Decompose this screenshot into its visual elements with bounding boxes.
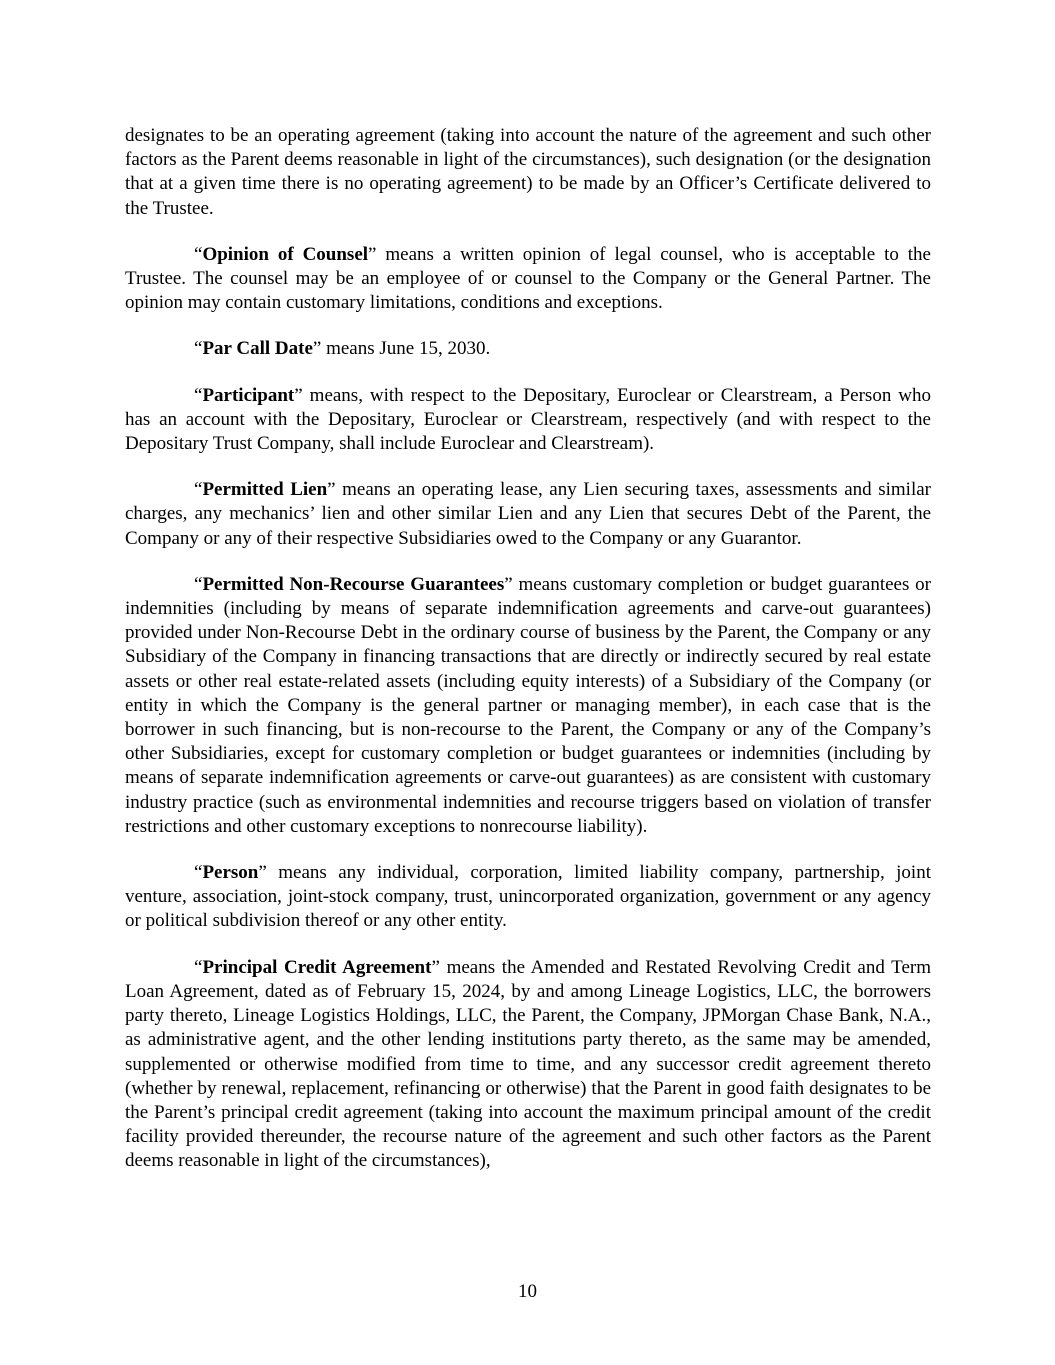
close-quote: ” xyxy=(258,862,267,884)
open-quote: “ xyxy=(194,573,203,595)
definition-text: means the Amended and Restated Revolving Credit and Term Loan Agreement, dated as of February 15, 2024, by and among Lineage Logistics, LLC, the borrowers party thereto, Lineage Logistics Holdings, LLC, the Parent, the Company, JPMorgan Chase Bank, N.A., as administrative agent, and the other lending institutions party thereto, as the same may be amended, supplemented or otherwise modified from time to time, and any successor credit agreement thereto (whether by renewal, replacement, refinancing or otherwise) that the Parent in good faith designates to be the Parent’s principal credit agreement (taking into account the maximum principal amount of the credit facility provided thereunder, the recourse nature of the agreement and such other factors as the Parent deems reasonable in light of the circumstances), xyxy=(125,956,931,1172)
open-quote: “ xyxy=(194,243,203,265)
close-quote: ” xyxy=(431,956,440,978)
definition-text: means an operating lease, any Lien securing taxes, assessments and similar charges, any mechanics’ lien and other similar Lien and any Lien that secures Debt of the Parent, the Company or any of their respective Subsidiaries owed to the Company or any Guarantor. xyxy=(125,479,931,549)
definition-text: means, with respect to the Depositary, Euroclear or Clearstream, a Person who has an account with the Depositary, Euroclear or Clearstream, respectively (and with respect to the Depositary Trust Company, shall include Euroclear and Clearstream). xyxy=(125,384,931,455)
defined-term: Permitted Non-Recourse Guarantees xyxy=(202,573,505,595)
definition-permitted-lien xyxy=(125,478,931,551)
defined-term: Permitted Lien xyxy=(202,479,328,501)
close-quote: ” xyxy=(368,243,377,265)
defined-term: Person xyxy=(202,862,259,884)
close-quote: ” xyxy=(327,479,336,501)
definition-text: means June 15, 2030. xyxy=(321,338,491,360)
open-quote: “ xyxy=(194,956,203,978)
defined-term: Principal Credit Agreement xyxy=(202,956,432,978)
definition-person xyxy=(125,861,931,934)
page-number: 10 xyxy=(518,1281,537,1302)
open-quote: “ xyxy=(194,384,203,406)
open-quote: “ xyxy=(194,338,203,360)
definition-par-call-date xyxy=(125,337,931,361)
definition-text: means customary completion or budget guarantees or indemnities (including by means of separate indemnification agreements and carve-out guarantees) provided under Non-Recourse Debt in the ordinary course of business by the Parent, the Company or any Subsidiary of the Company in financing transactions that are directly or indirectly secured by real estate assets or other real estate-related assets (including equity interests) of a Subsidiary of the Company (or entity in which the Company is the general partner or managing member), in each case that is the borrower in such financing, but is non-recourse to the Parent, the Company or any of the Company’s other Subsidiaries, except for customary completion or budget guarantees or indemnities (including by means of separate indemnification agreements or carve-out guarantees) as are consistent with customary industry practice (such as environmental indemnities and recourse triggers based on violation of transfer restrictions and other customary exceptions to nonrecourse liability). xyxy=(125,573,932,837)
close-quote: ” xyxy=(504,573,513,595)
close-quote: ” xyxy=(294,384,303,406)
definition-opinion-of-counsel xyxy=(125,243,931,316)
definition-text: means any individual, corporation, limited liability company, partnership, joint venture, association, joint-stock company, trust, unincorporated organization, government or any agency or political subdivision thereof or any other entity. xyxy=(125,862,931,932)
definition-participant xyxy=(125,384,931,457)
open-quote: “ xyxy=(194,479,203,501)
definition-principal-credit-agreement xyxy=(125,956,931,1174)
open-quote: “ xyxy=(194,862,203,884)
definition-text: means a written opinion of legal counsel, who is acceptable to the Trustee. The counsel may be an employee of or counsel to the Company or the General Partner. The opinion may contain customary limitations, conditions and exceptions. xyxy=(125,243,931,314)
defined-term: Participant xyxy=(202,384,295,406)
defined-term: Par Call Date xyxy=(202,338,313,360)
defined-term: Opinion of Counsel xyxy=(202,243,369,265)
close-quote: ” xyxy=(312,338,322,360)
opening-paragraph: designates to be an operating agreement (taking into account the nature of the agreement and such other factors as the Parent deems reasonable in light of the circumstances), such designation (or the designation that at a given time there is no operating agreement) to be made by an Officer’s Certificate delivered to the Trustee. xyxy=(125,125,931,219)
document-body xyxy=(125,124,931,1196)
definition-permitted-non-recourse-guarantees xyxy=(125,573,931,839)
